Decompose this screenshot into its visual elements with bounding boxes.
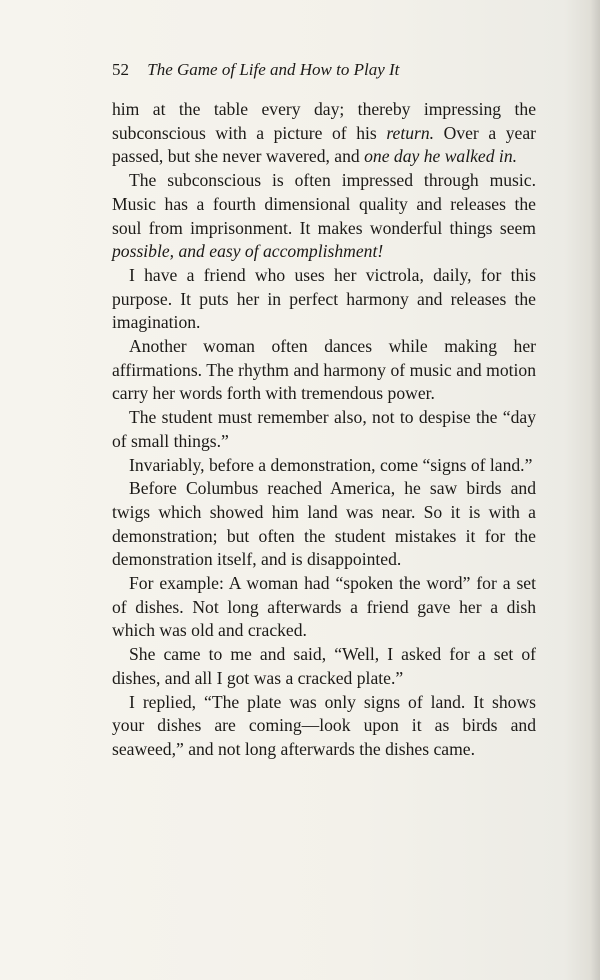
paragraph [112, 169, 536, 264]
paragraph: The student must remember also, not to despise the “day of small things.” [112, 407, 536, 451]
paragraph: I have a friend who uses her victrola, daily, for this purpose. It puts her in perfect harmony and releases the imagination. [112, 264, 536, 333]
text-run: The subconscious is often impressed through music. Music has a fourth dimensional quality and releases the soul from imprisonment. It makes wonderful things seem [112, 170, 536, 238]
text-run: Over a year passed, but she never wavered, and [112, 122, 537, 167]
paragraph: Invariably, before a demonstration, come “signs of land.” [129, 454, 533, 475]
paragraph: For example: A woman had “spoken the word” for a set of dishes. Not long afterwards a friend gave her a dish which was old and cracked. [112, 573, 536, 641]
page-number: 52 [112, 60, 129, 79]
paragraph: Before Columbus reached America, he saw birds and twigs which showed him land was near. So it is with a demonstration; but often the student mistakes it for the demonstration itself, and is disappointed. [112, 478, 536, 570]
paragraph: Another woman often dances while making her affirmations. The rhythm and harmony of music and motion carry her words forth with tremendous power. [112, 336, 536, 404]
body-text [112, 98, 536, 762]
paragraph [112, 98, 536, 169]
italic-text: one day he walked in. [364, 146, 518, 167]
paragraph: She came to me and said, “Well, I asked for a set of dishes, and all I got was a cracked plate.” [112, 644, 536, 688]
italic-text: possible, and easy of accomplishment! [112, 241, 384, 262]
paragraph: I replied, “The plate was only signs of land. It shows your dishes are coming—look upon it as birds and seaweed,” and not long afterwards the dishes came. [112, 691, 536, 759]
running-title: The Game of Life and How to Play It [147, 60, 400, 79]
italic-text: return. [386, 122, 435, 143]
page-header [112, 60, 542, 80]
text-run: him at the table every day; thereby impressing the subconscious with a picture of his [112, 99, 536, 143]
